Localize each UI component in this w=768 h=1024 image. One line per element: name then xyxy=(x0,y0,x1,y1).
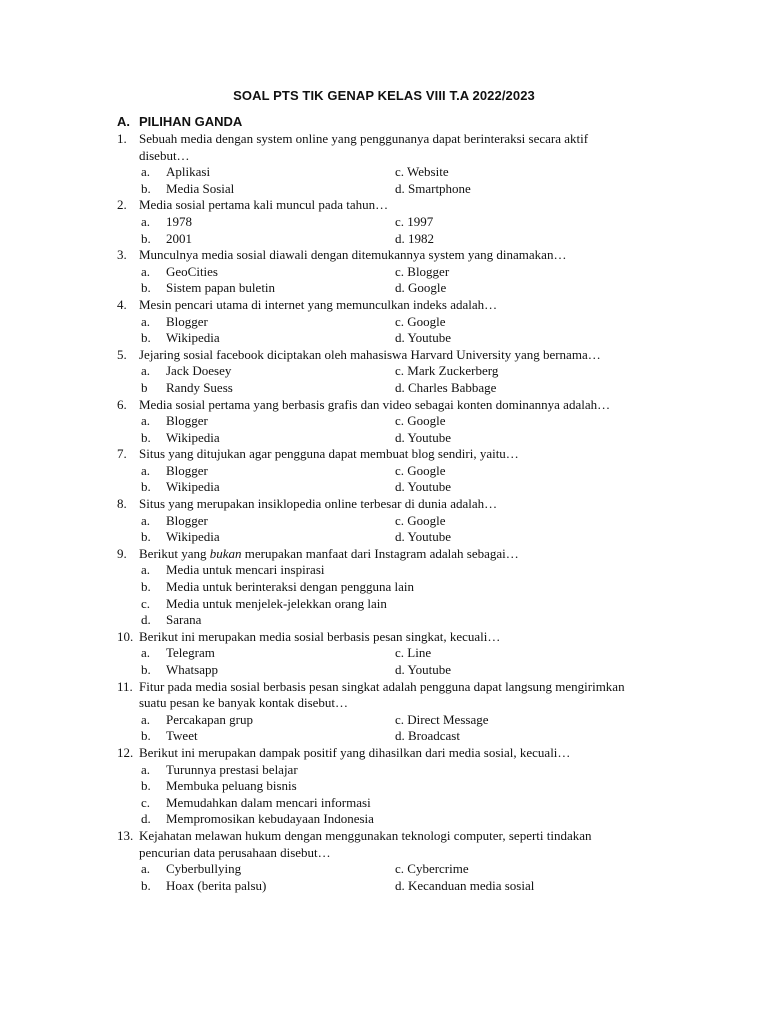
question-number: 8. xyxy=(117,496,127,512)
option-letter-text: c. Cybercrime xyxy=(395,861,469,877)
option-letter: d. xyxy=(141,612,151,628)
question-text-line: Munculnya media sosial diawali dengan ditemukannya system yang dinamakan… xyxy=(139,247,567,263)
question-text-line: Fitur pada media sosial berbasis pesan singkat adalah pengguna dapat langsung mengirimkan xyxy=(139,678,625,694)
answer-option xyxy=(141,612,641,629)
option-letter-text: c. Blogger xyxy=(395,263,450,279)
answer-option xyxy=(141,430,395,447)
section-letter: A. xyxy=(117,114,130,129)
answer-option xyxy=(395,264,449,281)
option-row xyxy=(117,878,677,895)
question-number: 3. xyxy=(117,247,127,263)
answer-option xyxy=(395,645,431,662)
option-letter: b. xyxy=(141,778,151,794)
option-row xyxy=(117,330,677,347)
option-text: Tweet xyxy=(166,728,198,744)
option-letter-text: c. Website xyxy=(395,164,449,180)
option-row xyxy=(117,280,677,297)
answer-option xyxy=(395,463,446,480)
option-letter: a. xyxy=(141,711,151,727)
question-text-line: Kejahatan melawan hukum dengan menggunakan teknologi computer, seperti tindakan xyxy=(139,827,592,843)
answer-option xyxy=(141,181,395,198)
option-text: Media untuk menjelek-jelekkan orang lain xyxy=(166,595,387,611)
question-item xyxy=(117,131,677,197)
question-text-line: Situs yang merupakan insiklopedia online terbesar di dunia adalah… xyxy=(139,496,498,512)
question-text-part: Berikut yang xyxy=(139,545,210,561)
question-text-continued xyxy=(117,148,677,165)
section-title: PILIHAN GANDA xyxy=(139,114,243,129)
option-text: Wikipedia xyxy=(166,479,220,495)
option-letter-text: d. Google xyxy=(395,280,447,296)
option-letter-text: c. Google xyxy=(395,413,446,429)
answer-option xyxy=(395,878,534,895)
option-letter-text: c. 1997 xyxy=(395,213,434,229)
option-letter: a. xyxy=(141,413,151,429)
option-row xyxy=(117,264,677,281)
answer-option xyxy=(141,645,395,662)
option-letter: b. xyxy=(141,479,151,495)
question-text-line: Jejaring sosial facebook diciptakan oleh mahasiswa Harvard University yang bernama… xyxy=(139,346,601,362)
option-letter-text: d. Youtube xyxy=(395,529,451,545)
option-text: Blogger xyxy=(166,313,208,329)
option-letter: a. xyxy=(141,562,151,578)
option-row xyxy=(117,513,677,530)
option-text: Wikipedia xyxy=(166,429,220,445)
answer-option xyxy=(141,413,395,430)
option-text: Whatsapp xyxy=(166,662,218,677)
option-letter-text: d. Youtube xyxy=(395,330,451,346)
answer-option xyxy=(141,811,641,828)
question-text-continued xyxy=(117,695,677,712)
option-row xyxy=(117,181,677,198)
option-letter: b. xyxy=(141,579,151,595)
option-letter-text: c. Line xyxy=(395,645,432,661)
question-text-line: pencurian data perusahaan disebut… xyxy=(139,844,331,860)
option-letter-text: d. Youtube xyxy=(395,429,451,445)
document-title: SOAL PTS TIK GENAP KELAS VIII T.A 2022/2023 xyxy=(233,88,535,103)
question-text-emphasis: bukan xyxy=(209,545,242,561)
question-number: 12. xyxy=(117,744,134,760)
option-letter: b. xyxy=(141,529,151,545)
question-number: 11. xyxy=(117,678,133,694)
answer-option xyxy=(395,861,469,878)
question-text xyxy=(117,745,677,762)
question-text xyxy=(117,397,677,414)
option-text: Sarana xyxy=(166,612,202,628)
option-letter-text: d. Kecanduan media sosial xyxy=(395,877,535,893)
question-text-continued xyxy=(117,845,677,862)
question-text-line: Mesin pencari utama di internet yang memunculkan indeks adalah… xyxy=(139,296,498,312)
question-item xyxy=(117,397,677,447)
option-text: Media Sosial xyxy=(166,180,235,196)
option-row xyxy=(117,214,677,231)
question-list xyxy=(117,131,677,894)
option-row xyxy=(117,164,677,181)
option-letter: b. xyxy=(141,662,151,677)
option-text: Mempromosikan kebudayaan Indonesia xyxy=(166,811,374,827)
option-text: Randy Suess xyxy=(166,379,233,395)
option-row xyxy=(117,413,677,430)
option-text: Wikipedia xyxy=(166,330,220,346)
answer-option xyxy=(141,778,641,795)
option-letter: d. xyxy=(141,811,151,827)
option-row xyxy=(117,728,677,745)
option-letter-text: d. Charles Babbage xyxy=(395,379,497,395)
answer-option xyxy=(395,430,451,447)
option-text: Memudahkan dalam mencari informasi xyxy=(166,794,371,810)
answer-option xyxy=(141,562,641,579)
answer-option xyxy=(395,214,433,231)
answer-option xyxy=(395,728,460,745)
question-text xyxy=(117,629,677,646)
question-number: 4. xyxy=(117,296,127,312)
option-letter-text: d. Smartphone xyxy=(395,180,471,196)
option-row xyxy=(117,645,677,662)
question-text xyxy=(117,679,677,696)
option-row xyxy=(117,612,677,629)
question-item xyxy=(117,247,677,297)
question-text xyxy=(117,828,677,845)
question-item xyxy=(117,828,677,894)
question-item xyxy=(117,197,677,247)
option-letter-text: d. Broadcast xyxy=(395,728,460,744)
option-letter-text: d. Youtube xyxy=(395,662,451,677)
option-letter: b. xyxy=(141,330,151,346)
answer-option xyxy=(141,164,395,181)
option-text: Percakapan grup xyxy=(166,711,253,727)
question-text xyxy=(117,247,677,264)
option-row xyxy=(117,861,677,878)
option-row xyxy=(117,712,677,729)
option-letter: c. xyxy=(141,595,151,611)
answer-option xyxy=(395,164,449,181)
answer-option xyxy=(141,214,395,231)
answer-option xyxy=(395,181,471,198)
question-number: 7. xyxy=(117,446,127,462)
answer-option xyxy=(141,529,395,546)
question-item xyxy=(117,347,677,397)
question-item xyxy=(117,679,677,745)
option-letter: a. xyxy=(141,645,151,661)
question-item xyxy=(117,446,677,496)
answer-option xyxy=(141,264,395,281)
answer-option xyxy=(395,330,451,347)
option-text: 2001 xyxy=(166,230,192,246)
option-text: Media untuk berinteraksi dengan pengguna lain xyxy=(166,579,415,595)
option-letter: a. xyxy=(141,213,151,229)
question-item xyxy=(117,745,677,828)
option-letter: b. xyxy=(141,180,151,196)
option-row xyxy=(117,463,677,480)
answer-option xyxy=(141,596,641,613)
option-row xyxy=(117,363,677,380)
answer-option xyxy=(141,280,395,297)
option-letter: a. xyxy=(141,462,151,478)
answer-option xyxy=(141,363,395,380)
option-letter-text: c. Direct Message xyxy=(395,711,489,727)
option-letter: a. xyxy=(141,761,151,777)
option-letter: b. xyxy=(141,230,151,246)
question-text xyxy=(117,446,677,463)
option-letter-text: c. Google xyxy=(395,313,446,329)
question-text xyxy=(117,347,677,364)
question-text-part: merupakan manfaat dari Instagram adalah sebagai… xyxy=(241,545,519,561)
answer-option xyxy=(141,878,395,895)
option-text: Sistem papan buletin xyxy=(166,280,276,296)
question-number: 5. xyxy=(117,346,127,362)
answer-option xyxy=(141,314,395,331)
question-text-line: disebut… xyxy=(139,147,190,163)
answer-option xyxy=(141,712,395,729)
answer-option xyxy=(141,662,395,679)
question-number: 9. xyxy=(117,545,127,561)
option-letter-text: c. Google xyxy=(395,462,446,478)
option-row xyxy=(117,529,677,546)
question-item xyxy=(117,297,677,347)
option-letter: b. xyxy=(141,877,151,893)
option-text: Aplikasi xyxy=(166,164,211,180)
question-text-line: Berikut ini merupakan media sosial berbasis pesan singkat, kecuali… xyxy=(139,628,501,644)
option-row xyxy=(117,596,677,613)
option-letter: a. xyxy=(141,313,151,329)
answer-option xyxy=(395,513,446,530)
option-row xyxy=(117,662,677,679)
option-row xyxy=(117,314,677,331)
answer-option xyxy=(141,579,641,596)
answer-option xyxy=(141,380,395,397)
answer-option xyxy=(395,231,434,248)
question-item xyxy=(117,496,677,546)
option-text: Turunnya prestasi belajar xyxy=(166,761,298,777)
section-heading xyxy=(117,114,242,129)
option-row xyxy=(117,778,677,795)
question-item xyxy=(117,629,677,679)
question-number: 2. xyxy=(117,197,127,213)
question-text xyxy=(117,131,677,148)
option-text: Telegram xyxy=(166,645,215,661)
answer-option xyxy=(141,861,395,878)
answer-option xyxy=(395,314,446,331)
question-text-line: suatu pesan ke banyak kontak disebut… xyxy=(139,695,349,711)
option-row xyxy=(117,562,677,579)
question-text xyxy=(117,496,677,513)
question-text-line: Media sosial pertama kali muncul pada tahun… xyxy=(139,197,389,213)
answer-option xyxy=(395,280,446,297)
option-row xyxy=(117,479,677,496)
answer-option xyxy=(141,513,395,530)
option-letter: c. xyxy=(141,794,151,810)
option-row xyxy=(117,795,677,812)
answer-option xyxy=(395,529,451,546)
option-letter: a. xyxy=(141,363,151,379)
question-number: 10. xyxy=(117,628,134,644)
option-row xyxy=(117,579,677,596)
option-letter: a. xyxy=(141,861,151,877)
option-letter-text: d. Youtube xyxy=(395,479,451,495)
answer-option xyxy=(141,795,641,812)
question-text-line: Berikut ini merupakan dampak positif yang dihasilkan dari media sosial, kecuali… xyxy=(139,744,571,760)
option-text: GeoCities xyxy=(166,263,218,279)
question-number: 13. xyxy=(117,827,134,843)
option-letter: a. xyxy=(141,263,151,279)
option-letter-text: c. Google xyxy=(395,512,446,528)
option-text: Membuka peluang bisnis xyxy=(166,778,297,794)
option-row xyxy=(117,430,677,447)
answer-option xyxy=(141,728,395,745)
answer-option xyxy=(395,712,489,729)
option-row xyxy=(117,811,677,828)
question-text-line: Sebuah media dengan system online yang penggunanya dapat berinteraksi secara aktif xyxy=(139,131,589,146)
option-letter: b. xyxy=(141,280,151,296)
option-letter: b. xyxy=(141,728,151,744)
question-text xyxy=(117,297,677,314)
answer-option xyxy=(395,479,451,496)
answer-option xyxy=(141,479,395,496)
answer-option xyxy=(141,330,395,347)
answer-option xyxy=(141,762,641,779)
answer-option xyxy=(141,463,395,480)
option-letter-text: d. 1982 xyxy=(395,230,434,246)
option-text: Media untuk mencari inspirasi xyxy=(166,562,325,578)
question-number: 1. xyxy=(117,131,127,146)
answer-option xyxy=(141,231,395,248)
question-number: 6. xyxy=(117,396,127,412)
option-text: Cyberbullying xyxy=(166,861,242,877)
option-row xyxy=(117,380,677,397)
answer-option xyxy=(395,413,446,430)
option-text: 1978 xyxy=(166,213,192,229)
answer-option xyxy=(395,662,451,679)
option-letter-text: c. Mark Zuckerberg xyxy=(395,363,499,379)
question-text-line: Situs yang ditujukan agar pengguna dapat membuat blog sendiri, yaitu… xyxy=(139,446,519,462)
option-letter: a. xyxy=(141,512,151,528)
option-text: Blogger xyxy=(166,512,208,528)
option-letter: b xyxy=(141,379,148,395)
answer-option xyxy=(395,363,498,380)
option-text: Blogger xyxy=(166,413,208,429)
question-text xyxy=(117,546,677,563)
option-text: Hoax (berita palsu) xyxy=(166,877,267,893)
option-row xyxy=(117,231,677,248)
option-row xyxy=(117,762,677,779)
option-letter: a. xyxy=(141,164,151,180)
option-text: Blogger xyxy=(166,462,208,478)
option-text: Wikipedia xyxy=(166,529,220,545)
question-text-line: Media sosial pertama yang berbasis grafis dan video sebagai konten dominannya adalah… xyxy=(139,396,611,412)
answer-option xyxy=(395,380,496,397)
option-letter: b. xyxy=(141,429,151,445)
question-text xyxy=(117,197,677,214)
option-text: Jack Doesey xyxy=(166,363,232,379)
question-item xyxy=(117,546,677,629)
